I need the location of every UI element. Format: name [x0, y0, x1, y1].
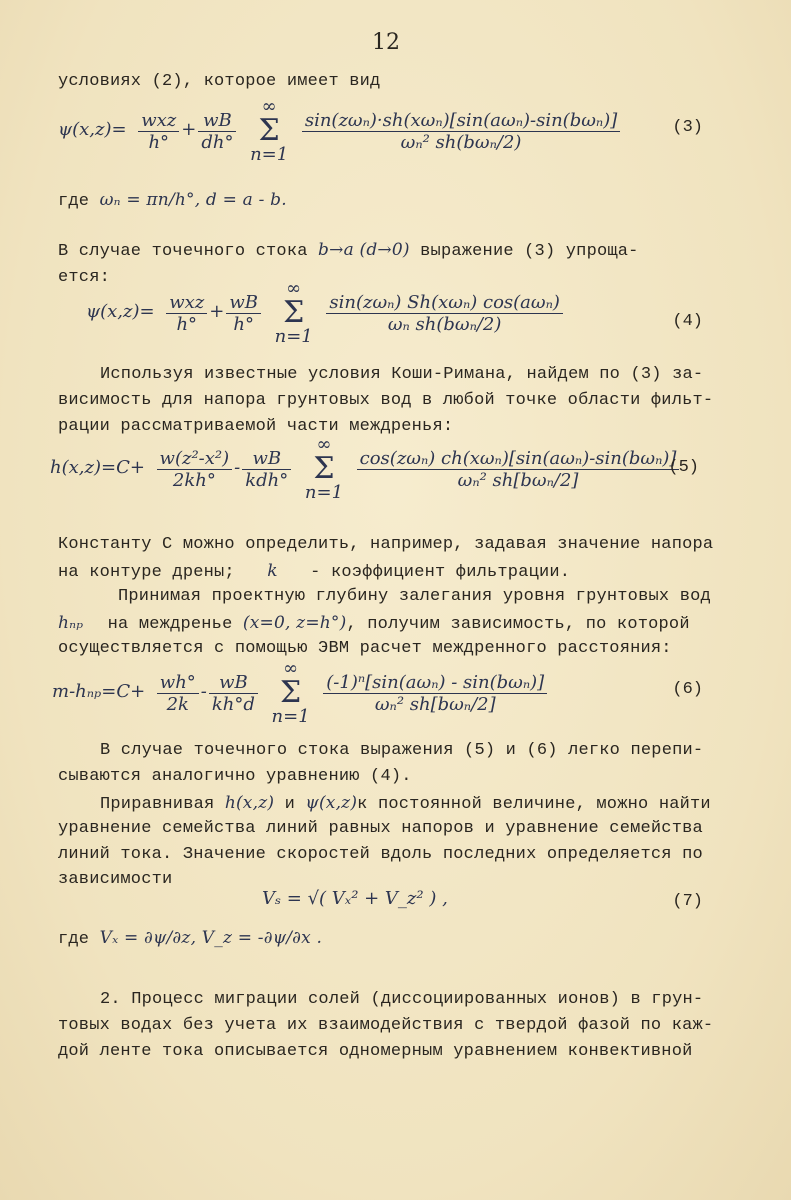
eq3-main-num: sin(zωₙ)·sh(xωₙ)[sin(aωₙ)-sin(bωₙ)]	[302, 110, 620, 132]
text-line	[58, 928, 322, 949]
text-line: линий тока. Значение скоростей вдоль последних определяется по	[58, 845, 703, 864]
sum-symbol: ∞ Σ n=1	[304, 434, 344, 503]
text-line	[58, 613, 690, 634]
eq4-lhs: ψ(x,z)=	[86, 301, 155, 323]
eq6-frac2-num: wB	[209, 672, 258, 694]
eq-number-7: (7)	[672, 892, 703, 911]
sum-symbol: ∞ Σ n=1	[274, 278, 313, 347]
eq-number-5: (5)	[668, 458, 699, 477]
sink-limit: b→a (d→0)	[318, 240, 410, 260]
text-fragment: выражение (3) упроща-	[420, 242, 639, 261]
equation-5: h(x,z)=C+ $\frac{\text{w(z²-x²)}}{2kh^\circ}$ - $\frac{wB}{\text{kdh°}}$ ∞ Σ n=1 $\frac{\text{cos(zωₙ) ch(xωₙ)[sin(aωₙ)-sin(bωₙ)]}}{\text{ωₙ² sh[bωₙ/2]}}$	[50, 436, 681, 502]
text-line	[58, 190, 287, 211]
equation-3: ψ(x,z)= $\frac{\text{wxz}}{h^\circ}$ + $\frac{wB}{dh^\circ}$ ∞ Σ n=1 $\frac{\text{sin(zωₙ)·sh(xωₙ)[sin(aωₙ)-sin(bωₙ)]}}{\text{ωₙ² sh(bωₙ/2)}}$	[58, 98, 622, 164]
text-line: сываются аналогично уравнению (4).	[58, 767, 412, 786]
text-line: ется:	[58, 268, 111, 287]
text-line: Константу С можно определить, например, задавая значение напора	[58, 535, 714, 554]
eq-number-3: (3)	[672, 118, 703, 137]
eq3-main-den: ωₙ² sh(bωₙ/2)	[400, 131, 522, 153]
equation-4: ψ(x,z)= $\frac{\text{wxz}}{h^\circ}$ + $\frac{wB}{h^\circ}$ ∞ Σ n=1 $\frac{\text{sin(zωₙ) Sh(xωₙ) cos(aωₙ)}}{\text{ωₙ sh(bωₙ/2)}}$	[86, 280, 565, 346]
eq4-frac1-den: h°	[176, 313, 198, 335]
text-line	[100, 793, 711, 814]
eq6-main-den: ωₙ² sh[bωₙ/2]	[374, 693, 496, 715]
text-where: где	[58, 930, 90, 949]
eq5-lhs: h(x,z)=C+	[50, 457, 145, 479]
eq3-frac2-num: wB	[198, 110, 236, 132]
eq-number-4: (4)	[672, 312, 703, 331]
text-line: дой ленте тока описывается одномерным уравнением конвективной	[58, 1042, 693, 1061]
eq4-frac1-num: wxz	[166, 292, 207, 314]
eq6-frac1-num: wh°	[157, 672, 199, 694]
text-fragment: - коэффициент фильтрации.	[310, 563, 571, 582]
eq-number-6: (6)	[672, 680, 703, 699]
text-fragment: , получим зависимость, по которой	[346, 615, 690, 634]
eq6-frac1-den: 2k	[166, 693, 189, 715]
hnp-symbol: hₙₚ	[58, 613, 84, 633]
equation-7	[262, 888, 448, 909]
eq5-frac1-num: w(z²-x²)	[157, 448, 233, 470]
omega-definition: ωₙ = πn/h°, d = a - b.	[99, 190, 287, 210]
page-number: 12	[372, 30, 400, 55]
eq5-main-num: cos(zωₙ) ch(xωₙ)[sin(aωₙ)-sin(bωₙ)]	[357, 448, 680, 470]
eq5-frac2-num: wB	[242, 448, 291, 470]
eq5-frac2-den: kdh°	[245, 469, 289, 491]
sum-symbol: ∞ Σ n=1	[250, 96, 289, 165]
text-fragment: к постоянной величине, можно найти	[357, 795, 711, 814]
text-fragment: на контуре дрены;	[58, 563, 235, 582]
text-line: осуществляется с помощью ЭВМ расчет междренного расстояния:	[58, 639, 672, 658]
text-line	[58, 561, 570, 582]
eq4-main-den: ωₙ sh(bωₙ/2)	[387, 313, 502, 335]
text-line: рации рассматриваемой части междренья:	[58, 417, 454, 436]
h-function: h(x,z)	[224, 793, 275, 813]
text-line: уравнение семейства линий равных напоров и уравнение семейства	[58, 819, 703, 838]
text-fragment: и	[284, 795, 296, 814]
text-line: товых водах без учета их взаимодействия с твердой фазой по каж-	[58, 1016, 714, 1035]
text-fragment: В случае точечного стока	[58, 242, 308, 261]
text-line	[58, 240, 639, 261]
eq3-frac1-num: wxz	[138, 110, 179, 132]
text-line: В случае точечного стока выражения (5) и (6) легко перепи-	[100, 741, 704, 760]
text-line: висимость для напора грунтовых вод в любой точке области фильт-	[58, 391, 714, 410]
text-line: Принимая проектную глубину залегания уровня грунтовых вод	[118, 587, 711, 606]
text-line: 2. Процесс миграции солей (диссоциированных ионов) в грун-	[100, 990, 704, 1009]
velocity-magnitude: Vₛ = √( Vₓ² + V_z² ) ,	[262, 888, 448, 909]
psi-function: ψ(x,z)	[305, 793, 358, 813]
eq6-lhs: m-hₙₚ=C+	[52, 681, 146, 703]
condition: (x=0, z=h°)	[242, 613, 347, 633]
text-fragment: на междренье	[107, 615, 233, 634]
text-line: зависимости	[58, 870, 173, 889]
eq3-lhs: ψ(x,z)=	[58, 119, 127, 141]
eq5-main-den: ωₙ² sh[bωₙ/2]	[457, 469, 579, 491]
eq3-frac1-den: h°	[148, 131, 170, 153]
eq6-frac2-den: kh°d	[211, 693, 255, 715]
text-where: где	[58, 192, 90, 211]
eq4-main-num: sin(zωₙ) Sh(xωₙ) cos(aωₙ)	[326, 292, 563, 314]
eq4-frac2-den: h°	[233, 313, 254, 335]
text-fragment: Приравнивая	[100, 795, 215, 814]
eq5-frac1-den: 2kh°	[172, 469, 216, 491]
eq4-frac2-num: wB	[226, 292, 261, 314]
text-line: Используя известные условия Коши-Римана, найдем по (3) за-	[100, 365, 704, 384]
eq3-frac2-den: dh°	[201, 131, 234, 153]
sum-symbol: ∞ Σ n=1	[271, 658, 310, 727]
equation-6: m-hₙₚ=C+ $\frac{wh^\circ}{2k}$ - $\frac{wB}{kh^\circ d}$ ∞ Σ n=1 $\frac{\text{(-1)ⁿ[sin(aωₙ) - sin(bωₙ)]}}{\text{ωₙ² sh[bωₙ/2]}}$	[52, 660, 549, 726]
eq6-main-num: (-1)ⁿ[sin(aωₙ) - sin(bωₙ)]	[323, 672, 547, 694]
k-symbol: k	[267, 561, 278, 581]
velocity-components: Vₓ = ∂ψ/∂z, V_z = -∂ψ/∂x .	[99, 928, 323, 948]
text-line: условиях (2), которое имеет вид	[58, 72, 381, 91]
